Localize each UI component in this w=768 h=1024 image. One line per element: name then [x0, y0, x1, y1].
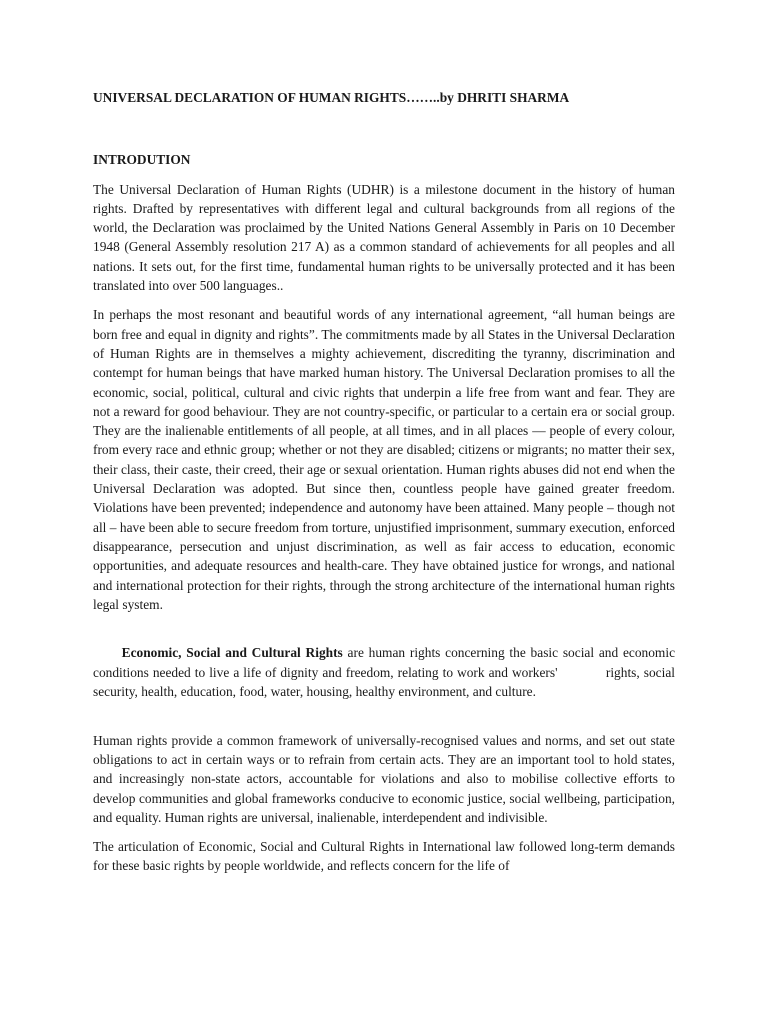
document-body	[93, 88, 716, 876]
paragraph-articulation	[93, 837, 675, 876]
section-heading: INTRODUTION	[93, 152, 191, 168]
document-title: UNIVERSAL DECLARATION OF HUMAN RIGHTS……..by DHRITI SHARMA	[93, 90, 570, 105]
paragraph-text: In perhaps the most resonant and beautiful words of any international agreement, “all human beings are born free and equal in dignity and rights”. The commitments made by all States in the Universal Declaration of Human Rights are in themselves a mighty achievement, discrediting the tyranny, discrimination and contempt for human beings that have marked human history. The Universal Declaration promises to all the economic, social, political, cultural and civic rights that underpin a life free from want and fear. They are not a reward for good behaviour. They are not country-specific, or particular to a certain era or social group. They are the inalienable entitlements of all people, at all times, and in all places — people of every colour, from every race and ethnic group; whether or not they are disabled; citizens or migrants; no matter their sex, their class, their caste, their creed, their age or sexual orientation. Human rights abuses did not end when the Universal Declaration was adopted. But since then, countless people have gained greater freedom. Violations have been prevented; independence and autonomy have been attained. Many people – though not all – have been able to secure freedom from torture, unjustified imprisonment, summary execution, enforced disappearance, persecution and unjust discrimination, as well as fair access to education, economic opportunities, and adequate resources and health-care. They have obtained justice for wrongs, and national and international protection for their rights, through the strong architecture of the international human rights legal system.	[93, 307, 675, 612]
paragraph-bold-lead: Economic, Social and Cultural Rights	[121, 645, 343, 661]
paragraph-text: The articulation of Economic, Social and Cultural Rights in International law followed long-term demands for these basic rights by people worldwide, and reflects concern for the life of	[93, 839, 675, 874]
paragraph-framework	[93, 731, 675, 827]
paragraph-commitments	[93, 305, 675, 614]
paragraph-text: Human rights provide a common framework of universally-recognised values and norms, and set out state obligations to act in certain ways or to refrain from certain acts. They are an important tool to hold states, and increasingly non-state actors, accountable for violations and also to mobilise collective efforts to develop communities and global frameworks conducive to economic justice, social wellbeing, participation, and equality. Human rights are universal, inalienable, interdependent and indivisible.	[93, 732, 675, 825]
paragraph-text: The Universal Declaration of Human Rights (UDHR) is a milestone document in the history of human rights. Drafted by representatives with different legal and cultural backgrounds from all regions of the world, the Declaration was proclaimed by the United Nations General Assembly in Paris on 10 December 1948 (General Assembly resolution 217 A) as a common standard of achievements for all peoples and all nations. It sets out, for the first time, fundamental human rights to be universally protected and it has been translated into over 500 languages..	[93, 181, 675, 294]
paragraph-text: are human rights concerning the basic social and economic conditions needed to live a life of dignity and freedom, relating to work and workers' rights, social security, health, education, food, water, housing, healthy environment, and culture.	[93, 645, 716, 700]
paragraph-escr-definition	[93, 624, 716, 720]
paragraph-udhr-overview	[93, 180, 675, 296]
